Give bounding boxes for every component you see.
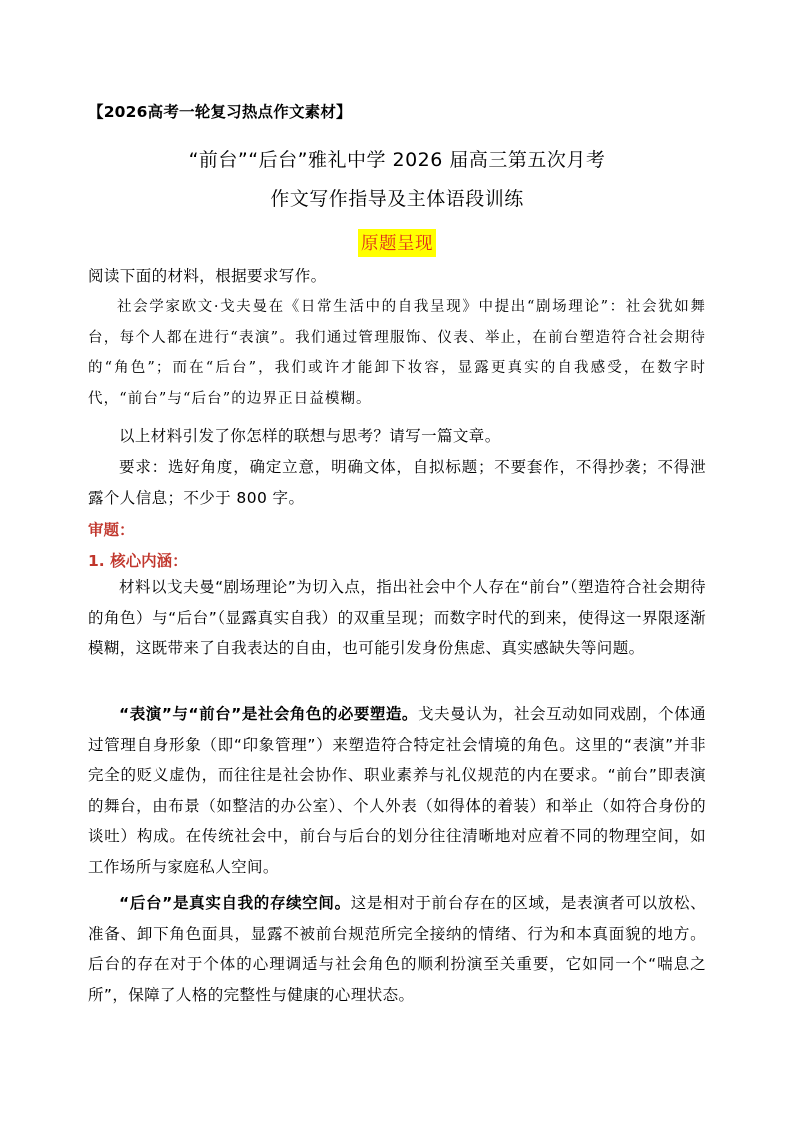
core-meaning-heading: 1. 核心内涵： (88, 552, 188, 570)
back-stage-body: 这是相对于前台存在的区域，是表演者可以放松、准备、卸下角色面具，显露不被前台规范所完全接纳的情绪、行为和本真面貌的地方。后台的存在对于个体的心理调适与社会角色的顺利扮演至关重要，它如同一个“喘息之所”，保障了人格的完整性与健康的心理状态。 (88, 894, 706, 1004)
back-stage-paragraph (88, 888, 706, 1010)
document-title-line2: 作文写作指导及主体语段训练 (270, 188, 524, 210)
analysis-heading: 审题： (88, 521, 135, 539)
requirements-text: 要求：选好角度，确定立意，明确文体，自拟标题；不要套作，不得抄袭；不得泄露个人信息；不少于 800 字。 (88, 458, 706, 507)
section-label-original-question: 原题呈现 (358, 229, 436, 257)
instruction-text: 阅读下面的材料，根据要求写作。 (88, 267, 327, 285)
front-stage-paragraph (88, 699, 706, 883)
document-title-line1: “前台”“后台”雅礼中学 2026 届高三第五次月考 (188, 149, 606, 171)
material-paragraph: 社会学家欧文·戈夫曼在《日常生活中的自我呈现》中提出“剧场理论”：社会犹如舞台，每个人都在进行“表演”。我们通过管理服饰、仪表、举止，在前台塑造符合社会期待的“角色”；而在“后台”，我们或许才能卸下妆容，显露更真实的自我感受，在数字时代，“前台”与“后台”的边界正日益模糊。 (88, 299, 706, 407)
front-stage-body: 戈夫曼认为，社会互动如同戏剧，个体通过管理自身形象（即“印象管理”）来塑造符合特定社会情境的角色。这里的“表演”并非完全的贬义虚伪，而往往是社会协作、职业素养与礼仪规范的内在要求。“前台”即表演的舞台，由布景（如整洁的办公室）、个人外表（如得体的着装）和举止（如符合身份的谈吐）构成。在传统社会中，前台与后台的划分往往清晰地对应着不同的物理空间，如工作场所与家庭私人空间。 (88, 705, 706, 876)
series-tag: 【2026高考一轮复习热点作文素材】 (88, 103, 352, 121)
back-stage-lead: “后台”是真实自我的存续空间。 (119, 894, 351, 912)
front-stage-lead: “表演”与“前台”是社会角色的必要塑造。 (119, 705, 418, 723)
section-label-wrap (88, 229, 706, 257)
core-meaning-paragraph: 材料以戈夫曼“剧场理论”为切入点，指出社会中个人存在“前台”（塑造符合社会期待的角色）与“后台”（显露真实自我）的双重呈现；而数字时代的到来，使得这一界限逐渐模糊，这既带来了自我表达的自由，也可能引发身份焦虑、真实感缺失等问题。 (88, 578, 706, 658)
prompt-text: 以上材料引发了你怎样的联想与思考？请写一篇文章。 (119, 427, 501, 445)
